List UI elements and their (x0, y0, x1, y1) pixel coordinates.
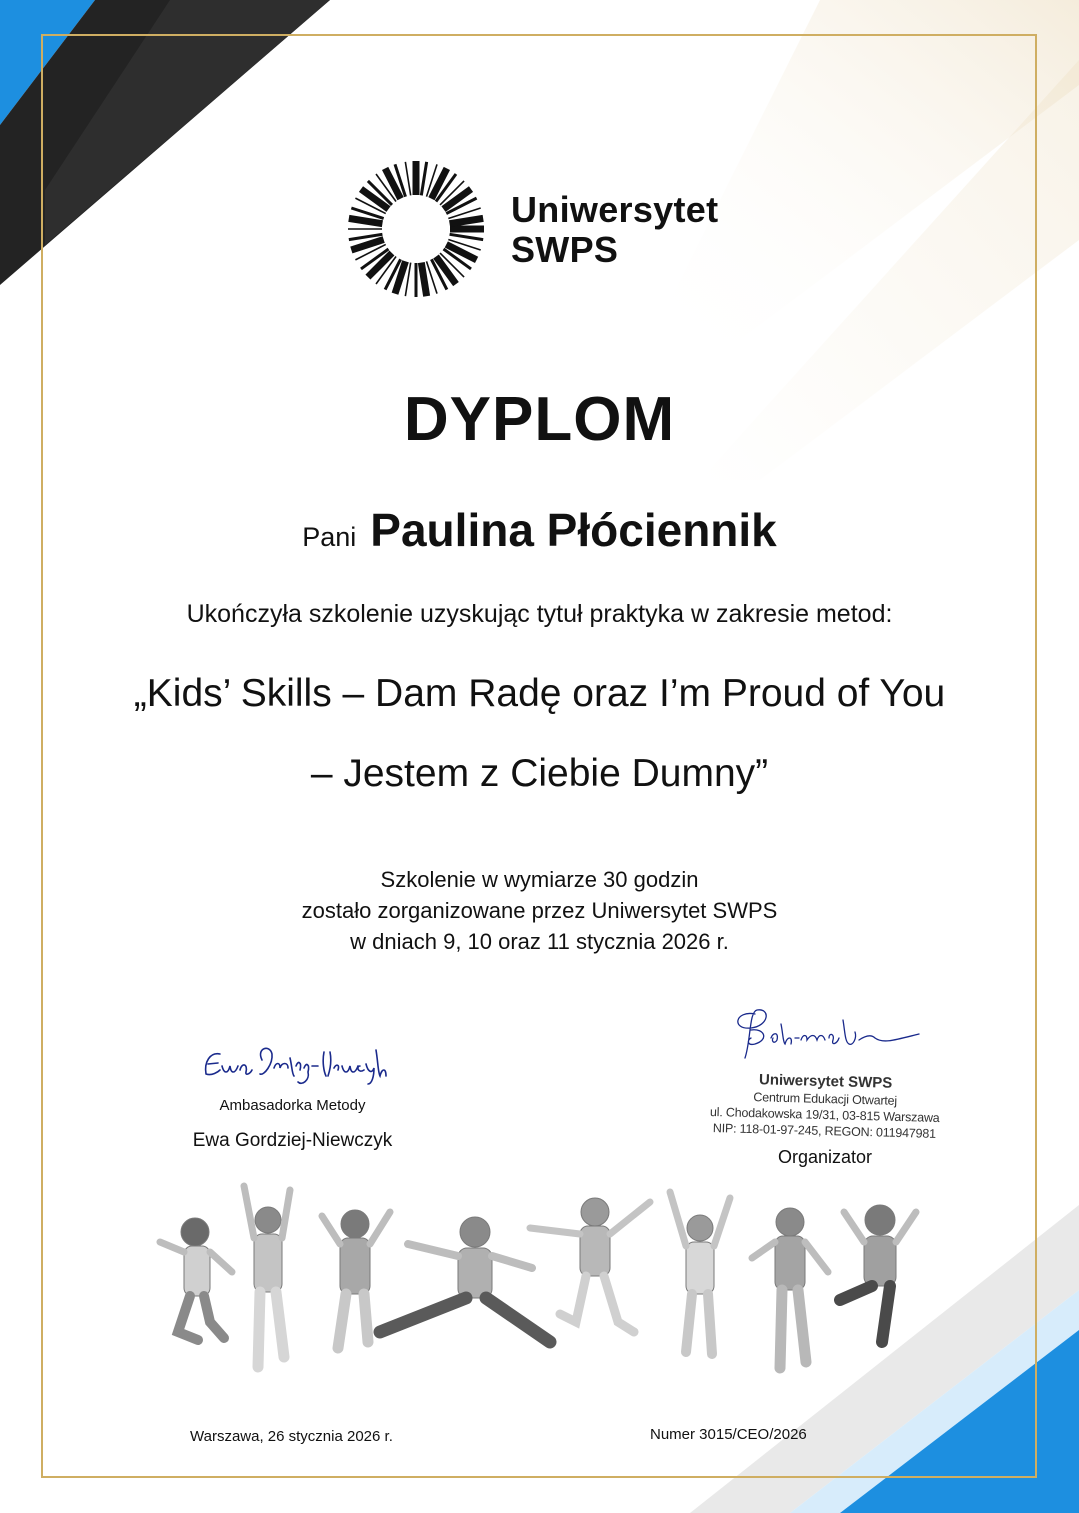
course-title-line-2: – Jestem z Ciebie Dumny” (310, 752, 769, 795)
stamp-line: NIP: 118-01-97-245, REGON: 011947981 (712, 1121, 937, 1141)
child-figure-8 (840, 1205, 916, 1342)
logo-ray (405, 162, 410, 196)
logo-ray (349, 218, 383, 223)
details-line: Szkolenie w wymiarze 30 godzin (380, 867, 699, 892)
logo-line-2: SWPS (511, 229, 619, 270)
child-figure-6 (670, 1192, 730, 1354)
right-signature-block (690, 1000, 960, 1168)
child-figure-5 (530, 1198, 650, 1332)
place-and-date: Warszawa, 26 stycznia 2026 r. (190, 1428, 393, 1445)
recipient-name: Paulina Płóciennik (370, 504, 777, 556)
jumping-children-image (140, 1172, 940, 1397)
stamp-line: Centrum Edukacji Otwartej (753, 1090, 898, 1108)
logo-ray (421, 263, 426, 297)
recipient-line (0, 500, 1079, 572)
training-details (0, 864, 1079, 957)
child-figure-4 (380, 1217, 550, 1342)
logo-ray (436, 257, 456, 285)
completion-statement: Ukończyła szkolenie uzyskując tytuł praktyka w zakresie metod: (186, 600, 893, 628)
details-line: w dniach 9, 10 oraz 11 stycznia 2026 r. (350, 929, 729, 954)
logo-ray (444, 189, 472, 209)
stamp-title: Uniwersytet SWPS (758, 1071, 893, 1092)
child-figure-2 (244, 1186, 290, 1367)
child-figure-7 (752, 1208, 828, 1368)
sunburst-logo-icon (345, 158, 487, 300)
signer-role: Ambasadorka Metody (219, 1097, 366, 1114)
child-figure-1 (160, 1218, 232, 1340)
certificate-number: Numer 3015/CEO/2026 (650, 1426, 807, 1443)
logo-ray (421, 162, 426, 196)
signer-name: Ewa Gordziej-Niewczyk (192, 1130, 393, 1151)
handwritten-signature-organizer (725, 1000, 925, 1062)
handwritten-signature-ewa (198, 1030, 388, 1088)
logo-ray (450, 218, 484, 223)
left-signature-block (185, 1030, 400, 1152)
salutation: Pani (302, 522, 357, 552)
stamp-line: ul. Chodakowska 19/31, 03-815 Warszawa (709, 1104, 940, 1125)
university-logo (345, 158, 745, 300)
details-line: zostało zorganizowane przez Uniwersytet SWPS (301, 898, 778, 923)
logo-line-1: Uniwersytet (511, 189, 719, 230)
logo-wordmark (511, 190, 718, 270)
course-title-line-1: „Kids’ Skills – Dam Radę oraz I’m Proud of You (133, 672, 946, 715)
logo-ray (450, 234, 484, 239)
organizer-stamp (689, 1069, 961, 1142)
diploma-title: DYPLOM (403, 385, 676, 454)
organizer-label: Organizator (777, 1147, 873, 1167)
